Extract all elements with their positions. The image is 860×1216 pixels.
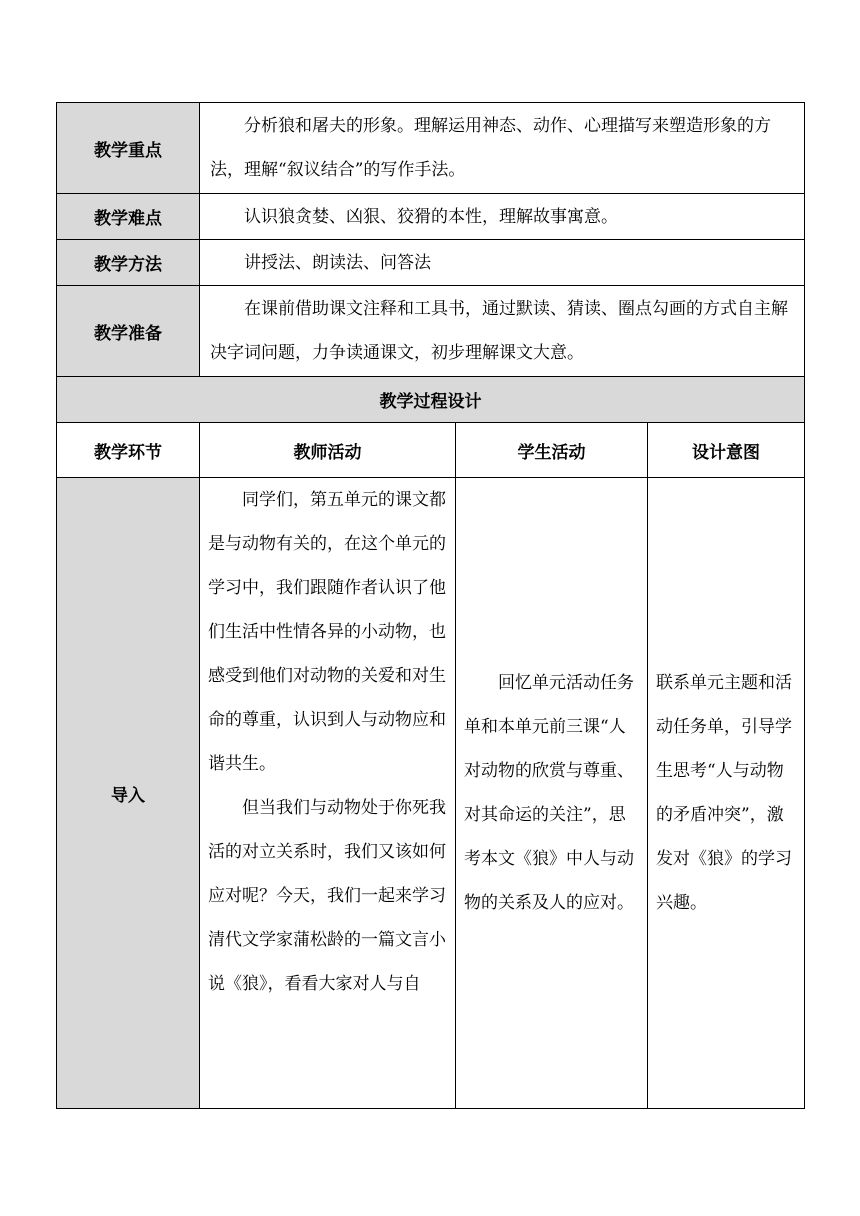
student-activity-cell (456, 478, 648, 1109)
key-points-row (57, 103, 805, 194)
process-title: 教学过程设计 (57, 377, 805, 423)
lesson-plan-table (56, 102, 805, 1109)
teacher-paragraph: 同学们，第五单元的课文都是与动物有关的，在这个单元的学习中，我们跟随作者认识了他们生活中性情各异的小动物，也感受到他们对动物的关爱和对生命的尊重，认识到人与动物应和谐共生。 (208, 490, 446, 774)
difficulties-row (57, 194, 805, 240)
teacher-paragraph: 但当我们与动物处于你死我活的对立关系时，我们又该如何应对呢？今天，我们一起来学习清代文学家蒲松龄的一篇文言小说《狼》，看看大家对人与自 (208, 798, 446, 994)
key-points-text: 分析狼和屠夫的形象。理解运用神态、动作、心理描写来塑造形象的方法，理解“叙议结合”的写作手法。 (200, 103, 805, 194)
difficulties-label: 教学难点 (57, 194, 200, 240)
preparation-text: 在课前借助课文注释和工具书，通过默读、猜读、圈点勾画的方式自主解决字词问题，力争读通课文，初步理解课文大意。 (200, 286, 805, 377)
difficulties-text: 认识狼贪婪、凶狠、狡猾的本性，理解故事寓意。 (200, 194, 805, 240)
key-points-label: 教学重点 (57, 103, 200, 194)
preparation-row (57, 286, 805, 377)
methods-label: 教学方法 (57, 240, 200, 286)
student-activity-text: 回忆单元活动任务单和本单元前三课“人对动物的欣赏与尊重、对其命运的关注”，思考本文《狼》中人与动物的关系及人的应对。 (464, 673, 634, 913)
header-teacher-activity: 教师活动 (200, 423, 456, 478)
methods-row (57, 240, 805, 286)
methods-text: 讲授法、朗读法、问答法 (200, 240, 805, 286)
header-student-activity: 学生活动 (456, 423, 648, 478)
design-intent-cell (648, 478, 805, 1109)
intro-row (57, 478, 805, 1109)
header-design-intent: 设计意图 (648, 423, 805, 478)
process-title-row (57, 377, 805, 423)
lesson-plan-page (56, 102, 804, 1109)
process-header-row (57, 423, 805, 478)
preparation-label: 教学准备 (57, 286, 200, 377)
teacher-activity-cell (200, 478, 456, 1109)
design-intent-text: 联系单元主题和活动任务单，引导学生思考“人与动物的矛盾冲突”，激发对《狼》的学习兴趣。 (656, 673, 792, 913)
intro-stage-label: 导入 (57, 478, 200, 1109)
header-stage: 教学环节 (57, 423, 200, 478)
